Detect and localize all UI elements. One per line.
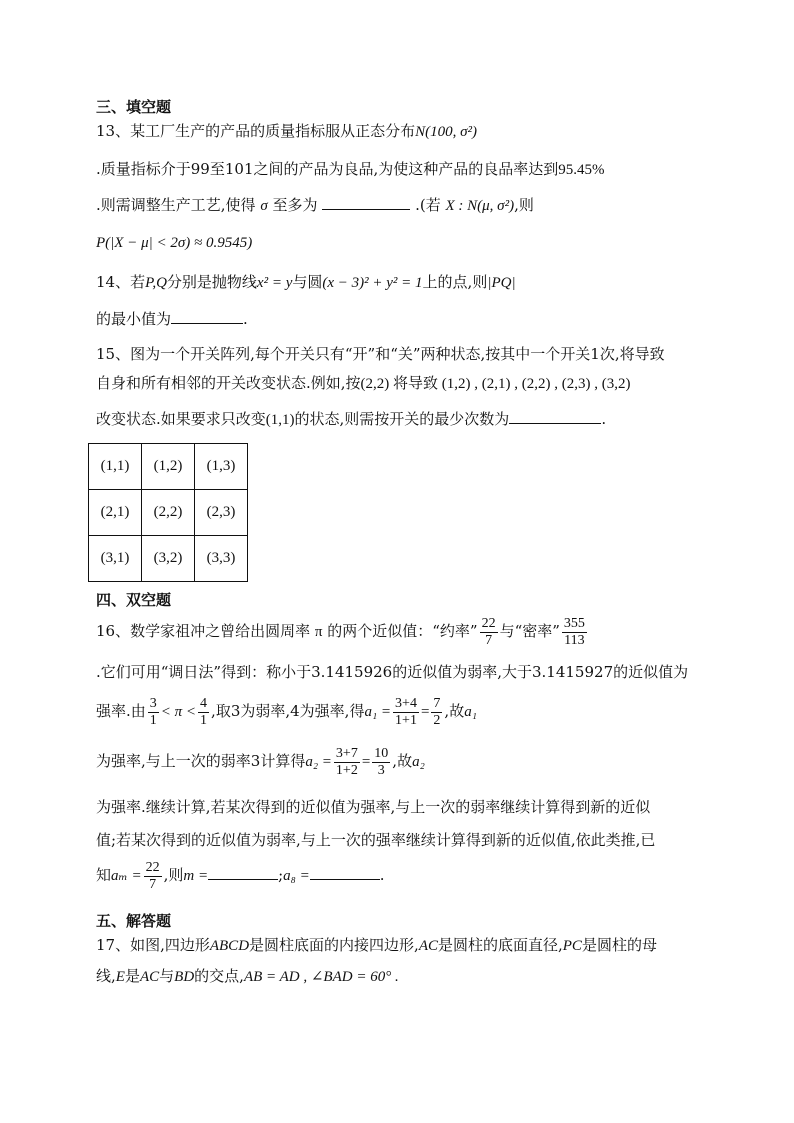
fraction-denominator: 1+2 — [335, 762, 358, 778]
q15-text: 的状态,则需按开关的最少次数为 — [294, 410, 510, 428]
section-heading-fill-in: 三、填空题 — [96, 98, 172, 116]
q16-text: 强率.由 — [96, 702, 146, 720]
table-cell: (1,1) — [89, 444, 142, 490]
q16-line-2: .它们可用“调日法”得到：称小于3.1415926的近似值为弱率,大于3.1415927的近似值为 — [96, 663, 689, 681]
q17-condition: AB = AD , ∠BAD = 60° . — [243, 969, 399, 985]
q16-fraction — [562, 616, 587, 649]
fraction-denominator: 3 — [377, 762, 385, 778]
q17-text: 是 — [124, 967, 140, 985]
section-heading-double-blank: 四、双空题 — [96, 591, 172, 609]
q13-line-1 — [96, 121, 477, 142]
q17-segment: AC — [418, 938, 438, 954]
q16-inequality: < π < — [160, 704, 197, 720]
q16-pi: π — [314, 624, 323, 640]
q14-text: 14、若 — [96, 273, 146, 291]
q14-answer-blank[interactable] — [171, 309, 243, 324]
q16-equals: = — [420, 704, 430, 720]
table-cell: (1,2) — [142, 444, 195, 490]
q17-text: 是圆柱底面的内接四边形, — [249, 936, 419, 954]
q16-line-5: 为强率.继续计算,若某次得到的近似值为强率,与上一次的弱率继续计算得到新的近似 — [96, 798, 651, 816]
q17-point: E — [115, 969, 125, 985]
q16-equals: = — [361, 754, 371, 770]
fraction-numerator: 10 — [374, 745, 389, 761]
q16-text: 16、数学家祖冲之曾给出圆周率 — [96, 622, 311, 640]
q16-line-7 — [96, 856, 385, 895]
fraction-denominator: 2 — [433, 712, 441, 728]
fraction-denominator: 7 — [485, 632, 493, 648]
q13-line-4 — [96, 232, 252, 253]
q16-text: ,故 — [444, 702, 465, 720]
q15-line-1: 15、图为一个开关阵列,每个开关只有“开”和“关”两种状态,按其中一个开关1次,将导致 — [96, 345, 665, 363]
q16-a2: a₂ — [412, 754, 425, 770]
q16-text: 为强率,与上一次的弱率3计算得 — [96, 752, 306, 770]
q13-answer-blank[interactable] — [322, 195, 410, 210]
q13-rate: 95.45% — [558, 162, 605, 178]
q16-am: aₘ = — [111, 868, 142, 884]
q17-quadrilateral: ABCD — [209, 938, 250, 954]
q13-text: ,则 — [514, 196, 534, 214]
table-cell: (3,2) — [142, 536, 195, 582]
q16-fraction — [148, 696, 159, 729]
table-row — [89, 444, 248, 490]
fraction-numerator: 3 — [149, 695, 157, 711]
q17-text: 与 — [159, 967, 175, 985]
q15-text: 自身和所有相邻的开关改变状态.例如,按 — [96, 374, 361, 392]
q16-fraction — [334, 746, 360, 779]
q13-line-3 — [96, 195, 534, 216]
q15-target-cell: (1,1) — [265, 412, 295, 428]
q13-text: .(若 — [415, 196, 441, 214]
q16-text: . — [379, 866, 385, 884]
fraction-numerator: 355 — [563, 615, 585, 631]
fraction-denominator: 1+1 — [395, 712, 417, 728]
q13-probability: P(|X − μ| < 2σ) ≈ 0.9545) — [96, 235, 253, 251]
q16-text: ; — [278, 866, 284, 884]
q16-line-1 — [96, 612, 589, 651]
q16-fraction — [480, 616, 498, 649]
q17-text: 线, — [96, 967, 116, 985]
q13-line-2 — [96, 159, 605, 180]
q15-answer-blank[interactable] — [509, 409, 601, 424]
q15-line-2 — [96, 373, 631, 394]
q14-text: . — [243, 310, 248, 328]
q17-line-1 — [96, 935, 657, 956]
switch-array-table — [88, 443, 248, 582]
fraction-numerator: 7 — [433, 695, 441, 711]
fraction-numerator: 3+4 — [395, 695, 417, 711]
table-cell: (3,1) — [89, 536, 142, 582]
q14-text: 上的点,则 — [422, 273, 488, 291]
q16-text: 的两个近似值：“约率” — [327, 622, 478, 640]
q17-text: 是圆柱的母 — [581, 936, 657, 954]
q16-text: ,故 — [392, 752, 413, 770]
fraction-numerator: 4 — [200, 695, 208, 711]
fraction-denominator: 1 — [200, 712, 208, 728]
q16-text: 与“密率” — [499, 622, 560, 640]
q13-text: 13、某工厂生产的产品的质量指标服从正态分布 — [96, 122, 416, 140]
q16-m: m = — [183, 868, 209, 884]
fraction-denominator: 1 — [149, 712, 157, 728]
table-row — [89, 536, 248, 582]
q13-sigma: σ — [260, 198, 268, 214]
fraction-numerator: 3+7 — [335, 745, 358, 761]
table-cell: (2,2) — [142, 490, 195, 536]
q16-fraction — [144, 860, 162, 893]
q13-normal-dist: N(100, σ²) — [415, 124, 477, 140]
q17-segment: BD — [174, 969, 195, 985]
q16-line-3 — [96, 692, 477, 731]
q14-distance: |PQ| — [487, 275, 516, 291]
q14-points: P,Q — [145, 275, 167, 291]
q16-fraction — [198, 696, 209, 729]
q17-segment: PC — [562, 938, 582, 954]
q15-example-cells: (2,2) 将导致 (1,2) , (2,1) , (2,2) , (2,3) , (3,2) — [360, 376, 631, 392]
q16-a8: a₈ = — [283, 868, 310, 884]
fraction-denominator: 7 — [149, 876, 157, 892]
q16-answer-blank-a8[interactable] — [310, 865, 380, 880]
q14-text: 分别是抛物线 — [166, 273, 257, 291]
q16-a1: a₁ = — [364, 704, 392, 720]
q13-text: .则需调整生产工艺,使得 — [96, 196, 256, 214]
q17-text: 是圆柱的底面直径, — [437, 936, 563, 954]
q17-text: 的交点, — [194, 967, 244, 985]
q14-line-1 — [96, 272, 516, 293]
q14-circle: (x − 3)² + y² = 1 — [322, 275, 423, 291]
q17-segment: AC — [139, 969, 160, 985]
q14-line-2 — [96, 309, 248, 329]
q17-text: 17、如图,四边形 — [96, 936, 210, 954]
q16-a2: a₂ = — [305, 754, 332, 770]
q17-line-2 — [96, 966, 399, 987]
table-cell: (1,3) — [195, 444, 248, 490]
table-row — [89, 490, 248, 536]
q15-text: 改变状态.如果要求只改变 — [96, 410, 266, 428]
q15-text: . — [601, 410, 607, 428]
q16-fraction — [431, 696, 442, 729]
q16-line-4 — [96, 742, 425, 781]
q16-answer-blank-m[interactable] — [208, 865, 278, 880]
q13-text: 至多为 — [272, 196, 318, 214]
section-heading-answer: 五、解答题 — [96, 912, 172, 930]
q14-parabola: x² = y — [256, 275, 293, 291]
fraction-numerator: 22 — [145, 859, 160, 875]
q16-a1: a₁ — [464, 704, 477, 720]
table-cell: (3,3) — [195, 536, 248, 582]
fraction-numerator: 22 — [481, 615, 496, 631]
table-cell: (2,3) — [195, 490, 248, 536]
q13-condition: X : N(μ, σ²) — [445, 198, 515, 214]
q14-text: 的最小值为 — [96, 310, 172, 328]
q13-text: .质量指标介于99至101之间的产品为良品,为使这种产品的良品率达到 — [96, 160, 559, 178]
q16-text: 知 — [96, 866, 112, 884]
q16-fraction — [372, 746, 390, 779]
q16-text: ,则 — [163, 866, 184, 884]
q15-line-3 — [96, 409, 606, 430]
q16-text: ,取3为弱率,4为强率,得 — [211, 702, 365, 720]
q16-fraction — [393, 696, 419, 729]
q16-line-6: 值;若某次得到的近似值为弱率,与上一次的强率继续计算得到新的近似值,依此类推,已 — [96, 831, 656, 849]
fraction-denominator: 113 — [564, 632, 585, 648]
table-cell: (2,1) — [89, 490, 142, 536]
q14-text: 与圆 — [292, 273, 323, 291]
